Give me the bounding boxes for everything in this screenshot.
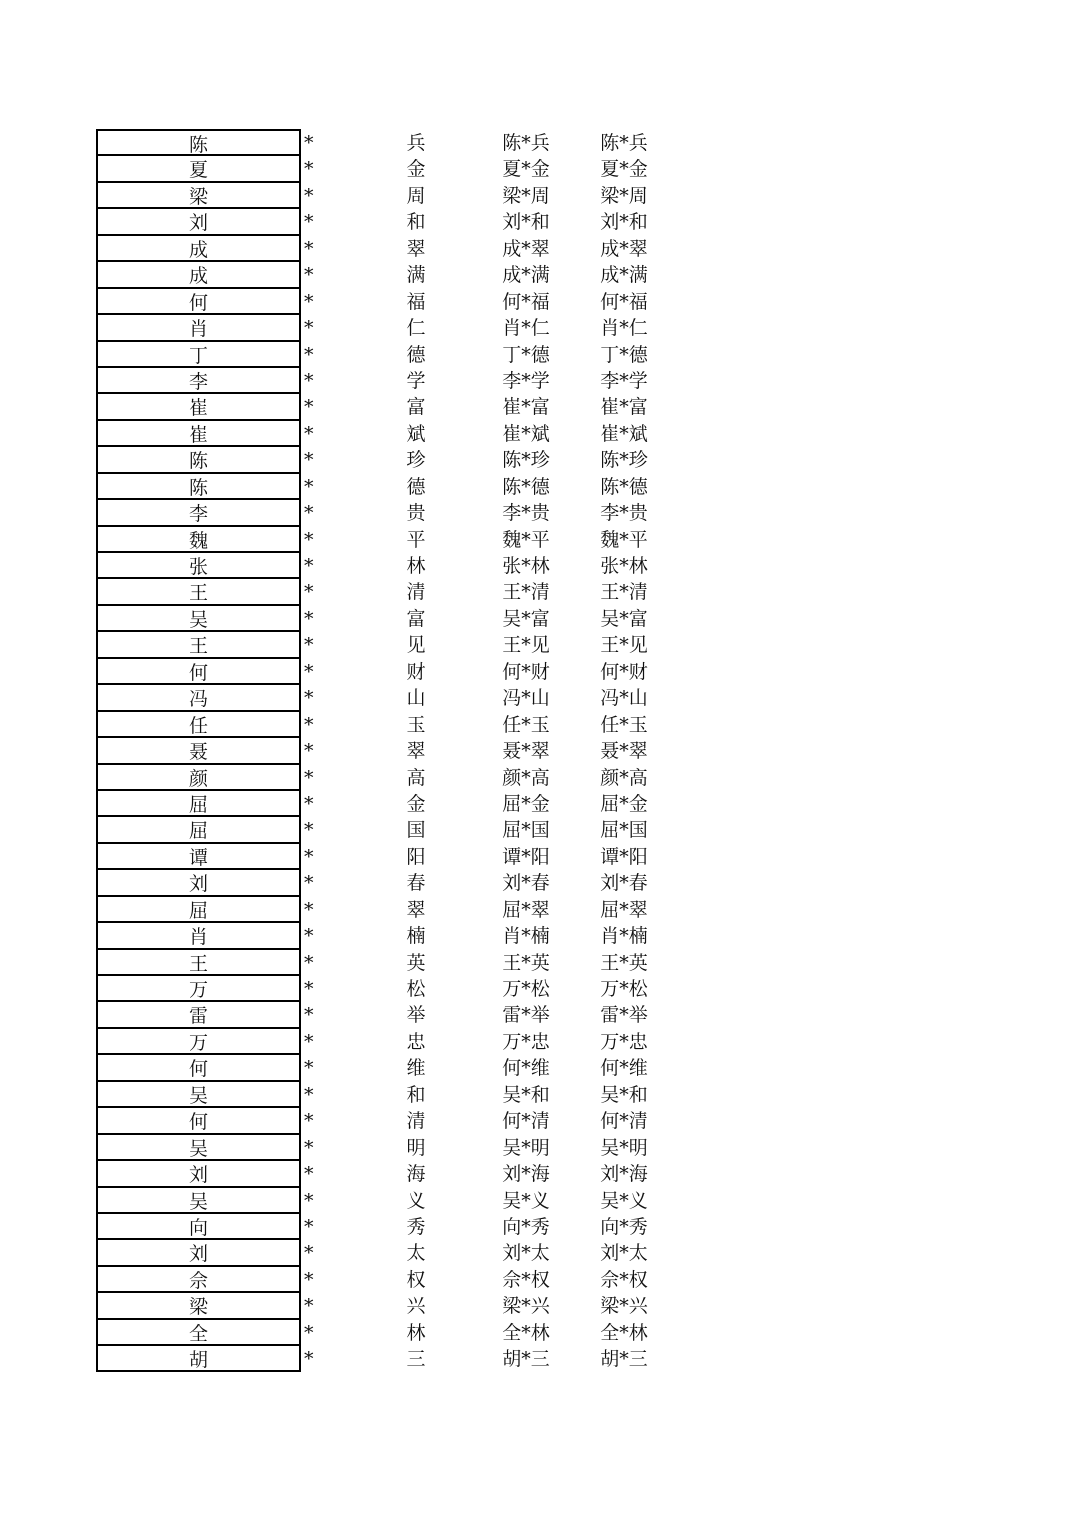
given-name-cell: 金 [406, 792, 426, 815]
masked-name-copy-cell: 崔*富 [600, 396, 648, 419]
given-name-cell: 仁 [406, 317, 426, 340]
table-row [96, 526, 716, 552]
masked-name-copy-cell: 张*林 [600, 555, 648, 577]
given-name-cell: 维 [406, 1057, 426, 1080]
masked-name-cell: 王*见 [502, 634, 550, 657]
table-row [96, 314, 716, 340]
surname-cell: 任 [96, 711, 301, 737]
table-row [96, 182, 716, 208]
surname-cell: 成 [96, 261, 301, 287]
table-row [96, 499, 716, 525]
surname-cell: 佘 [96, 1266, 301, 1292]
masked-name-copy-cell: 何*福 [600, 290, 648, 313]
masked-name-copy-cell: 雷*举 [600, 1004, 648, 1027]
masked-name-cell: 何*维 [502, 1057, 550, 1080]
mask-cell: * [304, 528, 314, 551]
masked-name-cell: 屈*国 [502, 819, 550, 842]
masked-name-copy-cell: 聂*翠 [600, 740, 648, 763]
mask-cell: * [304, 422, 314, 445]
mask-cell: * [304, 1268, 314, 1291]
masked-name-cell: 全*林 [502, 1321, 550, 1344]
masked-name-copy-cell: 全*林 [600, 1321, 648, 1344]
table-row [96, 711, 716, 737]
masked-name-copy-cell: 任*玉 [600, 713, 648, 736]
given-name-cell: 兵 [406, 132, 426, 154]
surname-cell: 何 [96, 1107, 301, 1133]
table-row [96, 1319, 716, 1345]
surname-cell: 向 [96, 1213, 301, 1239]
mask-cell: * [304, 845, 314, 868]
masked-name-copy-cell: 刘*和 [600, 211, 648, 234]
masked-name-copy-cell: 吴*和 [600, 1083, 648, 1106]
masked-name-copy-cell: 佘*权 [600, 1268, 648, 1291]
masked-name-cell: 谭*阳 [502, 845, 550, 868]
masked-name-cell: 肖*仁 [502, 317, 550, 340]
given-name-cell: 德 [406, 343, 426, 366]
given-name-cell: 平 [406, 528, 426, 551]
masked-name-copy-cell: 李*贵 [600, 502, 648, 525]
masked-name-copy-cell: 万*忠 [600, 1030, 648, 1053]
given-name-cell: 珍 [406, 449, 426, 472]
mask-cell: * [304, 687, 314, 710]
table-row [96, 843, 716, 869]
surname-cell: 屈 [96, 816, 301, 842]
masked-name-cell: 何*清 [502, 1110, 550, 1133]
masked-name-copy-cell: 屈*翠 [600, 898, 648, 921]
surname-cell: 陈 [96, 446, 301, 472]
masked-name-copy-cell: 刘*太 [600, 1242, 648, 1265]
masked-name-copy-cell: 崔*斌 [600, 422, 648, 445]
surname-cell: 吴 [96, 1134, 301, 1160]
surname-cell: 雷 [96, 1001, 301, 1027]
given-name-cell: 清 [406, 581, 426, 604]
mask-cell: * [304, 184, 314, 207]
mask-cell: * [304, 978, 314, 1000]
table-row [96, 235, 716, 261]
masked-name-copy-cell: 陈*兵 [600, 132, 648, 154]
table-row [96, 420, 716, 446]
masked-name-copy-cell: 吴*明 [600, 1136, 648, 1159]
mask-cell: * [304, 766, 314, 789]
table-row [96, 658, 716, 684]
surname-cell: 刘 [96, 1160, 301, 1186]
masked-name-cell: 成*满 [502, 264, 550, 287]
table-row [96, 155, 716, 181]
masked-name-cell: 王*英 [502, 951, 550, 974]
masked-name-copy-cell: 王*英 [600, 951, 648, 974]
mask-cell: * [304, 1004, 314, 1027]
surname-cell: 陈 [96, 129, 301, 155]
masked-name-copy-cell: 魏*平 [600, 528, 648, 551]
mask-cell: * [304, 898, 314, 921]
masked-name-cell: 屈*翠 [502, 898, 550, 921]
table-row [96, 816, 716, 842]
table-row [96, 1266, 716, 1292]
surname-cell: 万 [96, 1028, 301, 1054]
mask-cell: * [304, 951, 314, 974]
masked-name-copy-cell: 肖*楠 [600, 925, 648, 948]
mask-cell: * [304, 1057, 314, 1080]
masked-name-copy-cell: 屈*国 [600, 819, 648, 842]
masked-name-copy-cell: 陈*德 [600, 475, 648, 498]
table-row [96, 1187, 716, 1213]
masked-name-cell: 崔*富 [502, 396, 550, 419]
surname-cell: 王 [96, 949, 301, 975]
table-row [96, 288, 716, 314]
mask-cell: * [304, 1215, 314, 1238]
table-row [96, 605, 716, 631]
surname-cell: 胡 [96, 1345, 301, 1371]
surname-cell: 颜 [96, 764, 301, 790]
masked-name-copy-cell: 刘*春 [600, 872, 648, 895]
surname-cell: 刘 [96, 1239, 301, 1265]
surname-cell: 肖 [96, 314, 301, 340]
given-name-cell: 清 [406, 1110, 426, 1133]
masked-name-copy-cell: 颜*高 [600, 766, 648, 789]
masked-name-cell: 吴*义 [502, 1189, 550, 1212]
given-name-cell: 富 [406, 396, 426, 419]
table-row [96, 684, 716, 710]
mask-cell: * [304, 1110, 314, 1133]
table-row [96, 631, 716, 657]
masked-name-cell: 刘*太 [502, 1242, 550, 1265]
masked-name-copy-cell: 丁*德 [600, 343, 648, 366]
surname-cell: 陈 [96, 473, 301, 499]
given-name-cell: 忠 [406, 1030, 426, 1053]
surname-cell: 丁 [96, 341, 301, 367]
surname-cell: 崔 [96, 420, 301, 446]
given-name-cell: 翠 [406, 898, 426, 921]
table-row [96, 949, 716, 975]
masked-name-cell: 崔*斌 [502, 422, 550, 445]
masked-name-copy-cell: 梁*周 [600, 184, 648, 207]
mask-cell: * [304, 581, 314, 604]
given-name-cell: 福 [406, 290, 426, 313]
mask-cell: * [304, 1295, 314, 1318]
masked-name-copy-cell: 王*见 [600, 634, 648, 657]
surname-cell: 万 [96, 975, 301, 1001]
mask-cell: * [304, 555, 314, 577]
mask-cell: * [304, 317, 314, 340]
given-name-cell: 太 [406, 1242, 426, 1265]
mask-cell: * [304, 369, 314, 392]
masked-name-copy-cell: 万*松 [600, 978, 648, 1000]
table-row [96, 1001, 716, 1027]
given-name-cell: 权 [406, 1268, 426, 1291]
surname-cell: 梁 [96, 1292, 301, 1318]
mask-cell: * [304, 211, 314, 234]
surname-cell: 何 [96, 658, 301, 684]
masked-name-copy-cell: 冯*山 [600, 687, 648, 710]
surname-cell: 谭 [96, 843, 301, 869]
table-row [96, 1213, 716, 1239]
table-row [96, 975, 716, 1001]
masked-name-cell: 向*秀 [502, 1215, 550, 1238]
masked-name-copy-cell: 向*秀 [600, 1215, 648, 1238]
masked-name-copy-cell: 王*清 [600, 581, 648, 604]
table-row [96, 473, 716, 499]
given-name-cell: 斌 [406, 422, 426, 445]
masked-name-copy-cell: 成*翠 [600, 237, 648, 260]
surname-cell: 聂 [96, 737, 301, 763]
masked-name-cell: 刘*和 [502, 211, 550, 234]
given-name-cell: 见 [406, 634, 426, 657]
surname-cell: 吴 [96, 1187, 301, 1213]
surname-cell: 崔 [96, 393, 301, 419]
masked-name-cell: 吴*富 [502, 607, 550, 630]
masked-name-cell: 屈*金 [502, 792, 550, 815]
masked-name-cell: 刘*海 [502, 1163, 550, 1186]
table-row [96, 1239, 716, 1265]
table-row [96, 129, 716, 155]
table-row [96, 1054, 716, 1080]
masked-name-cell: 王*清 [502, 581, 550, 604]
table-row [96, 446, 716, 472]
given-name-cell: 和 [406, 211, 426, 234]
surname-cell: 成 [96, 235, 301, 261]
surname-cell: 何 [96, 1054, 301, 1080]
masked-name-cell: 万*忠 [502, 1030, 550, 1053]
masked-name-cell: 李*学 [502, 369, 550, 392]
surname-cell: 李 [96, 499, 301, 525]
mask-cell: * [304, 158, 314, 181]
mask-cell: * [304, 1242, 314, 1265]
masked-name-cell: 李*贵 [502, 502, 550, 525]
mask-cell: * [304, 872, 314, 895]
given-name-cell: 阳 [406, 845, 426, 868]
masked-name-cell: 何*福 [502, 290, 550, 313]
masked-name-cell: 任*玉 [502, 713, 550, 736]
given-name-cell: 林 [406, 555, 426, 577]
masked-name-copy-cell: 肖*仁 [600, 317, 648, 340]
mask-cell: * [304, 502, 314, 525]
table-row [96, 367, 716, 393]
surname-cell: 刘 [96, 208, 301, 234]
mask-cell: * [304, 396, 314, 419]
table-row [96, 1160, 716, 1186]
surname-cell: 吴 [96, 605, 301, 631]
masked-name-copy-cell: 何*财 [600, 660, 648, 683]
masked-name-copy-cell: 吴*义 [600, 1189, 648, 1212]
masked-name-cell: 刘*春 [502, 872, 550, 895]
table-row [96, 1081, 716, 1107]
surname-cell: 魏 [96, 526, 301, 552]
given-name-cell: 松 [406, 978, 426, 1000]
table-row [96, 790, 716, 816]
given-name-cell: 玉 [406, 713, 426, 736]
masked-name-cell: 丁*德 [502, 343, 550, 366]
given-name-cell: 山 [406, 687, 426, 710]
given-name-cell: 满 [406, 264, 426, 287]
table-row [96, 578, 716, 604]
table-row [96, 261, 716, 287]
mask-cell: * [304, 132, 314, 154]
table-row [96, 393, 716, 419]
mask-cell: * [304, 1163, 314, 1186]
given-name-cell: 林 [406, 1321, 426, 1344]
masked-name-copy-cell: 陈*珍 [600, 449, 648, 472]
masked-name-copy-cell: 李*学 [600, 369, 648, 392]
table-row [96, 1345, 716, 1371]
surname-cell: 王 [96, 631, 301, 657]
surname-cell: 夏 [96, 155, 301, 181]
given-name-cell: 翠 [406, 740, 426, 763]
masked-name-cell: 雷*举 [502, 1004, 550, 1027]
surname-cell: 全 [96, 1319, 301, 1345]
surname-cell: 肖 [96, 922, 301, 948]
masked-name-cell: 梁*兴 [502, 1295, 550, 1318]
given-name-cell: 三 [406, 1348, 426, 1371]
given-name-cell: 富 [406, 607, 426, 630]
surname-cell: 王 [96, 578, 301, 604]
mask-cell: * [304, 634, 314, 657]
given-name-cell: 明 [406, 1136, 426, 1159]
surname-cell: 张 [96, 552, 301, 578]
given-name-cell: 国 [406, 819, 426, 842]
mask-cell: * [304, 1083, 314, 1106]
masked-name-copy-cell: 成*满 [600, 264, 648, 287]
masked-name-copy-cell: 吴*富 [600, 607, 648, 630]
table-row [96, 1107, 716, 1133]
masked-name-copy-cell: 何*清 [600, 1110, 648, 1133]
given-name-cell: 义 [406, 1189, 426, 1212]
masked-name-cell: 佘*权 [502, 1268, 550, 1291]
masked-name-cell: 吴*明 [502, 1136, 550, 1159]
surname-cell: 梁 [96, 182, 301, 208]
masked-name-copy-cell: 胡*三 [600, 1348, 648, 1371]
given-name-cell: 和 [406, 1083, 426, 1106]
table-row [96, 922, 716, 948]
masked-name-copy-cell: 刘*海 [600, 1163, 648, 1186]
masked-name-cell: 聂*翠 [502, 740, 550, 763]
given-name-cell: 学 [406, 369, 426, 392]
given-name-cell: 财 [406, 660, 426, 683]
masked-name-copy-cell: 梁*兴 [600, 1295, 648, 1318]
surname-cell: 吴 [96, 1081, 301, 1107]
given-name-cell: 贵 [406, 502, 426, 525]
masked-name-copy-cell: 谭*阳 [600, 845, 648, 868]
table-row [96, 896, 716, 922]
table-row [96, 1292, 716, 1318]
mask-cell: * [304, 237, 314, 260]
mask-cell: * [304, 792, 314, 815]
table-row [96, 1028, 716, 1054]
mask-cell: * [304, 290, 314, 313]
surname-cell: 何 [96, 288, 301, 314]
table-row [96, 552, 716, 578]
mask-cell: * [304, 1348, 314, 1371]
given-name-cell: 楠 [406, 925, 426, 948]
masked-name-cell: 何*财 [502, 660, 550, 683]
mask-cell: * [304, 925, 314, 948]
surname-cell: 刘 [96, 869, 301, 895]
given-name-cell: 周 [406, 184, 426, 207]
name-mask-table [96, 129, 716, 1372]
masked-name-cell: 万*松 [502, 978, 550, 1000]
mask-cell: * [304, 343, 314, 366]
mask-cell: * [304, 740, 314, 763]
table-row [96, 869, 716, 895]
mask-cell: * [304, 1136, 314, 1159]
masked-name-cell: 成*翠 [502, 237, 550, 260]
masked-name-cell: 张*林 [502, 555, 550, 577]
mask-cell: * [304, 713, 314, 736]
masked-name-cell: 肖*楠 [502, 925, 550, 948]
surname-cell: 李 [96, 367, 301, 393]
given-name-cell: 海 [406, 1163, 426, 1186]
masked-name-cell: 夏*金 [502, 158, 550, 181]
mask-cell: * [304, 819, 314, 842]
given-name-cell: 举 [406, 1004, 426, 1027]
masked-name-copy-cell: 何*维 [600, 1057, 648, 1080]
mask-cell: * [304, 1321, 314, 1344]
given-name-cell: 兴 [406, 1295, 426, 1318]
masked-name-cell: 陈*兵 [502, 132, 550, 154]
surname-cell: 冯 [96, 684, 301, 710]
masked-name-cell: 陈*德 [502, 475, 550, 498]
masked-name-copy-cell: 夏*金 [600, 158, 648, 181]
given-name-cell: 秀 [406, 1215, 426, 1238]
masked-name-cell: 颜*高 [502, 766, 550, 789]
given-name-cell: 金 [406, 158, 426, 181]
surname-cell: 屈 [96, 790, 301, 816]
table-row [96, 764, 716, 790]
table-row [96, 208, 716, 234]
mask-cell: * [304, 660, 314, 683]
given-name-cell: 德 [406, 475, 426, 498]
masked-name-cell: 魏*平 [502, 528, 550, 551]
given-name-cell: 英 [406, 951, 426, 974]
mask-cell: * [304, 449, 314, 472]
table-row [96, 737, 716, 763]
table-row [96, 1134, 716, 1160]
masked-name-copy-cell: 屈*金 [600, 792, 648, 815]
given-name-cell: 高 [406, 766, 426, 789]
masked-name-cell: 梁*周 [502, 184, 550, 207]
masked-name-cell: 吴*和 [502, 1083, 550, 1106]
mask-cell: * [304, 1189, 314, 1212]
surname-cell: 屈 [96, 896, 301, 922]
masked-name-cell: 胡*三 [502, 1348, 550, 1371]
mask-cell: * [304, 475, 314, 498]
given-name-cell: 春 [406, 872, 426, 895]
masked-name-cell: 冯*山 [502, 687, 550, 710]
mask-cell: * [304, 607, 314, 630]
masked-name-cell: 陈*珍 [502, 449, 550, 472]
table-row [96, 341, 716, 367]
mask-cell: * [304, 264, 314, 287]
given-name-cell: 翠 [406, 237, 426, 260]
mask-cell: * [304, 1030, 314, 1053]
